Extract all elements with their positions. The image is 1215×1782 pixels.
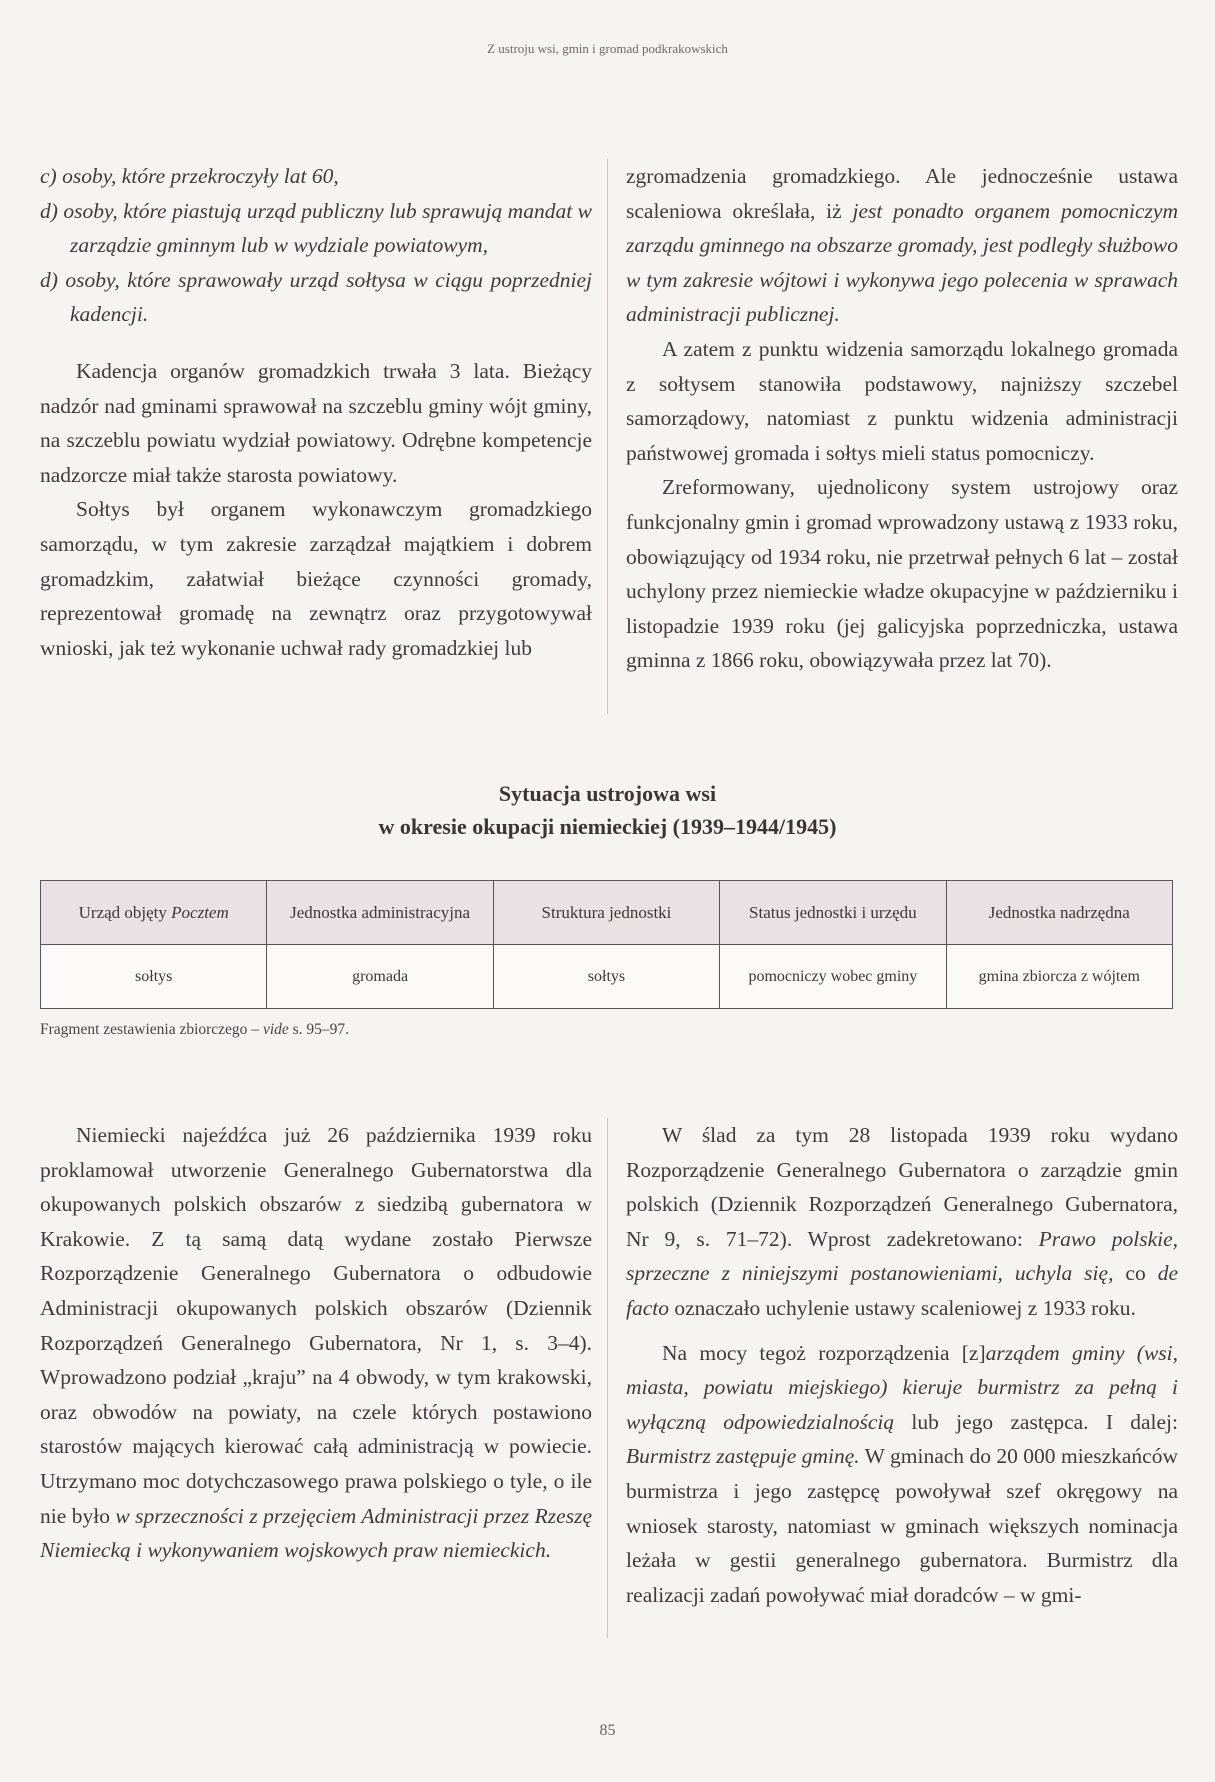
- bottom-right-column: [626, 1118, 1178, 1612]
- italic-quote: arządem gminy (wsi, miasta, powiatu miejskiego) kieruje burmistrz za pełną i wyłączną odpowiedzialnością: [626, 1340, 1178, 1434]
- paragraph: [626, 1118, 1178, 1326]
- paragraph: [626, 1336, 1178, 1613]
- text-run: oznaczało uchylenie ustawy scaleniowej z 1933 roku.: [669, 1295, 1136, 1320]
- header-italic: Pocztem: [171, 902, 229, 922]
- table-title-line: Sytuacja ustrojowa wsi: [498, 781, 717, 806]
- column-header: Jednostka nadrzędna: [946, 881, 1172, 945]
- italic-quote: jest ponadto organem pomocniczym zarządu gminnego na obszarze gromady, jest podległy służbowo w tym zakresie wójtowi i wykonywa jego polecenia w sprawach administracji publicznej.: [626, 198, 1178, 327]
- running-header: Z ustroju wsi, gmin i gromad podkrakowskich: [487, 41, 728, 56]
- paragraph: A zatem z punktu widzenia samorządu lokalnego gromada z sołtysem stanowiła podstawowy, najniższy szczebel samorządowy, natomiast z punktu widzenia administracji państwowej gromada i sołtys mieli status pomocniczy.: [626, 336, 1178, 465]
- italic-quote: Prawo polskie, sprzeczne z niniejszymi postanowieniami, uchyla się,: [626, 1226, 1178, 1286]
- paragraph: Kadencja organów gromadzkich trwała 3 lata. Bieżący nadzór nad gminami sprawował na szczeblu gminy wójt gminy, na szczeblu powiatu wydział powiatowy. Odrębne kompetencje nadzorcze miał także starosta powiatowy.: [40, 358, 592, 487]
- table-title-line: w okresie okupacji niemieckiej (1939–1944/1945): [378, 814, 837, 839]
- header-text: Urząd objęty: [78, 902, 172, 922]
- text-run: lub jego zastępca. I dalej:: [894, 1409, 1178, 1434]
- text-run: Niemiecki najeźdźca już 26 października 1939 roku proklamował utworzenie Generalnego Gubernatorstwa dla okupowanych polskich obszarów z siedzibą gubernatora w Krakowie. Z tą samą datą wydane zostało Pierwsze Rozporządzenie Generalnego Gubernatora o odbudowie Administracji okupowanych polskich obszarów (Dziennik Rozporządzeń Generalnego Gubernatora, Nr 1, s. 3–4). Wprowadzono podział „kraju” na 4 obwody, w tym krakowski, oraz obwodów na powiaty, na czele których postawiono starostów mających kierować całą administracją w powiecie. Utrzymano moc dotychczasowego prawa polskiego o tyle, o ile nie było: [40, 1123, 592, 1528]
- list-item: c) osoby, które przekroczyły lat 60,: [40, 164, 339, 188]
- table-cell: gromada: [267, 945, 493, 1009]
- top-right-column: [626, 159, 1178, 678]
- bottom-left-column: [40, 1118, 592, 1568]
- eligibility-list: [40, 159, 592, 332]
- text-run: W ślad za tym 28 listopada 1939 roku wydano Rozporządzenie Generalnego Gubernatora o zarządzie gmin polskich (Dziennik Rozporządzeń Generalnego Gubernatora, Nr 9, s. 71–72). Wprost zadekretowano:: [626, 1123, 1178, 1251]
- italic-term: de facto: [626, 1261, 1178, 1320]
- text-run: zgromadzenia gromadzkiego. Ale jednocześnie ustawa scaleniowa określała, iż: [626, 164, 1178, 223]
- text-run: W gminach do 20 000 mieszkańców burmistrza i jego zastępcę powoływał szef okręgowy na wniosek starosty, natomiast w gminach większych nominacja leżała w gestii generalnego gubernatora. Burmistrz dla realizacji zadań powoływać miał doradców – w gmi-: [626, 1444, 1179, 1607]
- table-cell: sołtys: [493, 945, 719, 1009]
- paragraph: Zreformowany, ujednolicony system ustrojowy oraz funkcjonalny gmin i gromad wprowadzony ustawą z 1933 roku, obowiązujący od 1934 roku, nie przetrwał pełnych 6 lat – został uchylony przez niemieckie władze okupacyjne w październiku i listopadzie 1939 roku (jej galicyjska poprzedniczka, ustawa gminna z 1866 roku, obowiązywała przez lat 70).: [626, 475, 1178, 673]
- table-cell: gmina zbiorcza z wójtem: [946, 945, 1172, 1009]
- page-number: 85: [599, 1722, 616, 1739]
- paragraph: [626, 159, 1178, 332]
- list-item: d) osoby, które sprawowały urząd sołtysa w ciągu poprzedniej kadencji.: [40, 267, 592, 327]
- column-header: Jednostka administracyjna: [267, 881, 493, 945]
- table-cell: pomocniczy wobec gminy: [720, 945, 946, 1009]
- table-header-row: [41, 881, 1173, 945]
- paragraph: Sołtys był organem wykonawczym gromadzkiego samorządu, w tym zakresie zarządzał majątkiem i dobrem gromadzkim, załatwiał bieżące czynności gromady, reprezentował gromadę na zewnątrz oraz przygotowywał wnioski, jak też wykonanie uchwał rady gromadzkiej lub: [40, 497, 592, 660]
- column-header: Status jednostki i urzędu: [720, 881, 946, 945]
- text-run: co: [1113, 1261, 1158, 1286]
- column-header: Struktura jednostki: [493, 881, 719, 945]
- table-title: [0, 777, 1215, 843]
- column-divider: [607, 159, 608, 714]
- text-run: Na mocy tegoż rozporządzenia [z]: [662, 1340, 986, 1365]
- table-cell: sołtys: [41, 945, 267, 1009]
- italic-quote: Burmistrz zastępuje gminę.: [626, 1444, 860, 1469]
- caption-text: Fragment zestawienia zbiorczego –: [40, 1021, 263, 1038]
- table-row: [41, 945, 1173, 1009]
- caption-italic: vide: [262, 1021, 289, 1038]
- list-item: d) osoby, które piastują urząd publiczny lub sprawują mandat w zarządzie gminnym lub w wydziale powiatowym,: [40, 198, 592, 258]
- column-header: [41, 881, 267, 945]
- column-divider: [607, 1118, 608, 1638]
- table-caption: [40, 1021, 349, 1039]
- caption-text: s. 95–97.: [288, 1021, 350, 1038]
- top-left-column: [40, 159, 592, 665]
- paragraph: [40, 1118, 592, 1568]
- italic-quote: w sprzeczności z przejęciem Administracji przez Rzeszę Niemiecką i wykonywaniem wojskowych praw niemieckich.: [40, 1503, 592, 1563]
- summary-table: [40, 880, 1173, 1009]
